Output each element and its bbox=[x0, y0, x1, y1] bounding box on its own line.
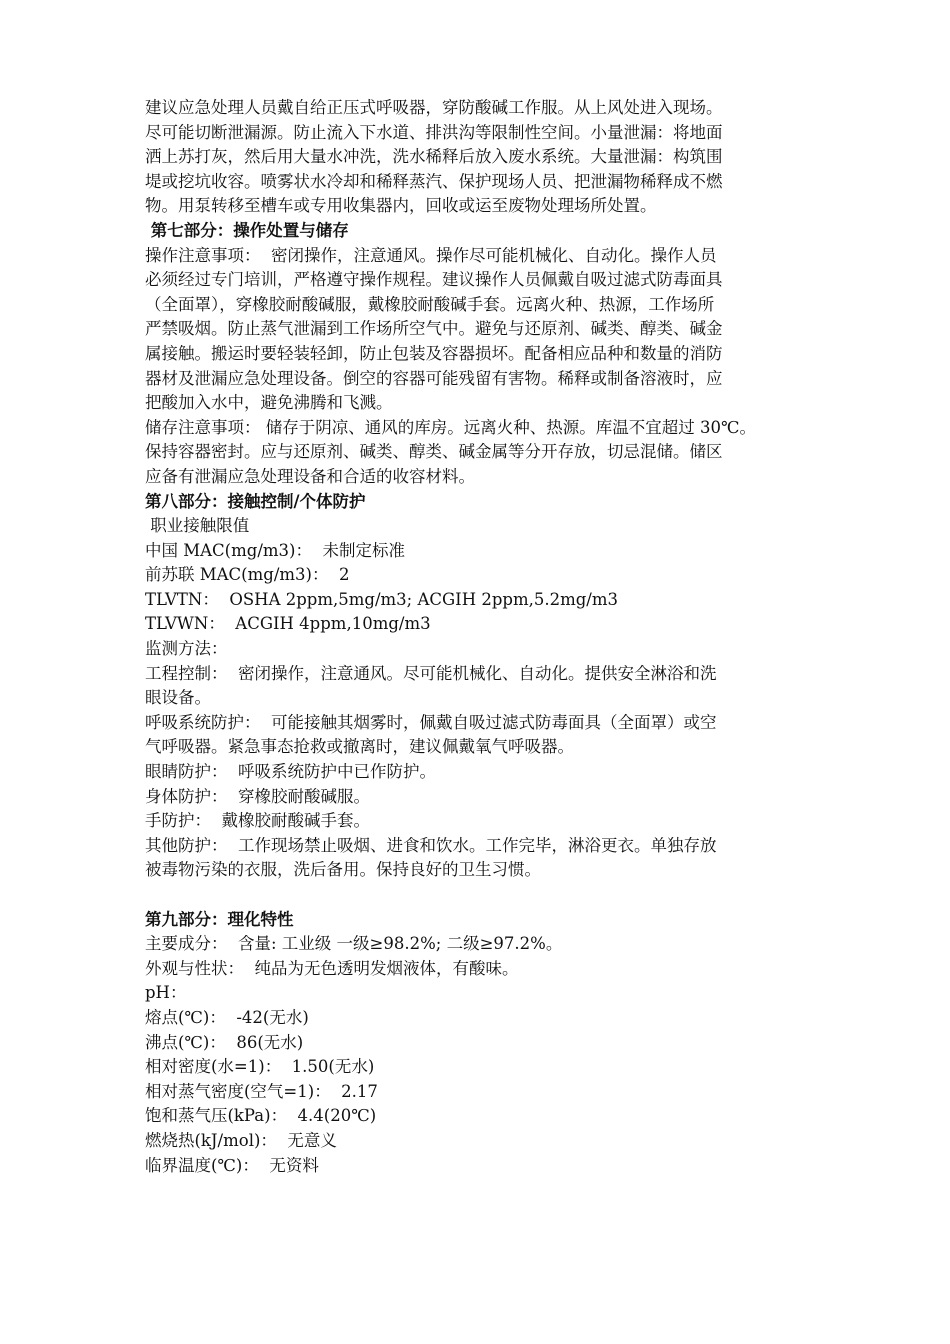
text-line: TLVWN： ACGIH 4ppm,10mg/m3 bbox=[145, 614, 431, 634]
text-line: 主要成分： 含量: 工业级 一级≥98.2%; 二级≥97.2%。 bbox=[145, 934, 563, 954]
text-line: pH： bbox=[145, 983, 187, 1003]
text-line: 临界温度(℃)： 无资料 bbox=[145, 1155, 319, 1175]
text-line: 眼睛防护： 呼吸系统防护中已作防护。 bbox=[145, 762, 436, 782]
text-line: TLVTN： OSHA 2ppm,5mg/m3; ACGIH 2ppm,5.2mg/m3 bbox=[145, 589, 618, 609]
text-line: 操作注意事项： 密闭操作，注意通风。操作尽可能机械化、自动化。操作人员 bbox=[145, 245, 717, 265]
document-body bbox=[145, 96, 815, 1178]
text-line: 手防护： 戴橡胶耐酸碱手套。 bbox=[145, 811, 370, 831]
text-line: 其他防护： 工作现场禁止吸烟、进食和饮水。工作完毕，淋浴更衣。单独存放 bbox=[145, 835, 717, 855]
text-line: 饱和蒸气压(kPa)： 4.4(20℃) bbox=[145, 1106, 377, 1126]
text-line: 把酸加入水中，避免沸腾和飞溅。 bbox=[145, 393, 393, 413]
text-line: 工程控制： 密闭操作，注意通风。尽可能机械化、自动化。提供安全淋浴和洗 bbox=[145, 663, 717, 683]
text-line: 物。用泵转移至槽车或专用收集器内，回收或运至废物处理场所处置。 bbox=[145, 196, 657, 216]
text-line: 相对蒸气密度(空气=1)： 2.17 bbox=[145, 1081, 378, 1101]
text-line: 前苏联 MAC(mg/m3)： 2 bbox=[145, 565, 350, 585]
text-line: 燃烧热(kJ/mol)： 无意义 bbox=[145, 1130, 337, 1150]
section-heading: 第九部分：理化特性 bbox=[145, 909, 294, 929]
text-line: 属接触。搬运时要轻装轻卸，防止包装及容器损坏。配备相应品种和数量的消防 bbox=[145, 343, 723, 363]
text-line: 必须经过专门培训，严格遵守操作规程。建议操作人员佩戴自吸过滤式防毒面具 bbox=[145, 270, 723, 290]
text-line: 洒上苏打灰，然后用大量水冲洗，洗水稀释后放入废水系统。大量泄漏：构筑围 bbox=[145, 147, 723, 167]
text-line: 储存注意事项： 储存于阴凉、通风的库房。远离火种、热源。库温不宜超过 30℃。 bbox=[145, 417, 756, 437]
text-line: 监测方法： bbox=[145, 639, 228, 659]
text-line: 中国 MAC(mg/m3)： 未制定标准 bbox=[145, 540, 405, 560]
text-line: 眼设备。 bbox=[145, 688, 211, 708]
text-line: 器材及泄漏应急处理设备。倒空的容器可能残留有害物。稀释或制备溶液时，应 bbox=[145, 368, 723, 388]
text-line bbox=[145, 883, 815, 908]
text-line: （全面罩），穿橡胶耐酸碱服，戴橡胶耐酸碱手套。远离火种、热源，工作场所 bbox=[145, 294, 715, 314]
text-line: 应备有泄漏应急处理设备和合适的收容材料。 bbox=[145, 466, 475, 486]
text-line: 堤或挖坑收容。喷雾状水冷却和稀释蒸汽、保护现场人员、把泄漏物稀释成不燃 bbox=[145, 171, 723, 191]
text-line: 熔点(℃)： -42(无水) bbox=[145, 1007, 309, 1027]
text-line: 外观与性状： 纯品为无色透明发烟液体，有酸味。 bbox=[145, 958, 519, 978]
text-line: 建议应急处理人员戴自给正压式呼吸器，穿防酸碱工作服。从上风处进入现场。 bbox=[145, 98, 723, 117]
text-line: 沸点(℃)： 86(无水) bbox=[145, 1032, 304, 1052]
text-line: 相对密度(水=1)： 1.50(无水) bbox=[145, 1057, 375, 1077]
section-heading: 第七部分：操作处置与储存 bbox=[145, 220, 349, 240]
text-line: 尽可能切断泄漏源。防止流入下水道、排洪沟等限制性空间。小量泄漏：将地面 bbox=[145, 122, 723, 142]
text-line: 呼吸系统防护： 可能接触其烟雾时，佩戴自吸过滤式防毒面具（全面罩）或空 bbox=[145, 712, 717, 732]
text-line: 保持容器密封。应与还原剂、碱类、醇类、碱金属等分开存放，切忌混储。储区 bbox=[145, 442, 723, 462]
text-line: 严禁吸烟。防止蒸气泄漏到工作场所空气中。避免与还原剂、碱类、醇类、碱金 bbox=[145, 319, 723, 339]
text-line: 被毒物污染的衣服，洗后备用。保持良好的卫生习惯。 bbox=[145, 860, 541, 880]
text-line: 气呼吸器。紧急事态抢救或撤离时，建议佩戴氧气呼吸器。 bbox=[145, 737, 574, 757]
text-line: 身体防护： 穿橡胶耐酸碱服。 bbox=[145, 786, 370, 806]
text-line: 职业接触限值 bbox=[145, 516, 250, 536]
section-heading: 第八部分：接触控制/个体防护 bbox=[145, 491, 366, 511]
